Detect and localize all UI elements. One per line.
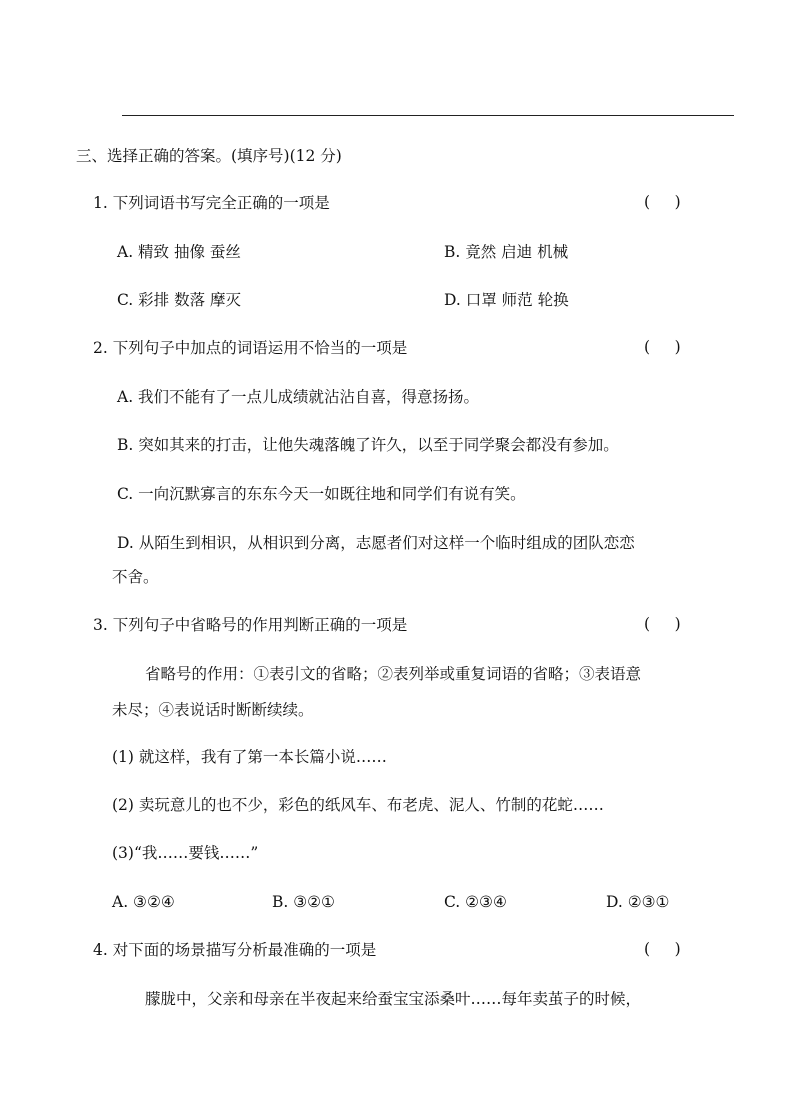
section-title: 三、选择正确的答案。(填序号)(12 分) <box>76 147 342 165</box>
question-4-stem: 4. 对下面的场景描写分析最准确的一项是 <box>93 941 377 959</box>
header-rule <box>122 115 734 116</box>
question-3-option-d: D. ②③① <box>606 893 670 911</box>
question-1-option-a: A. 精致 抽像 蚕丝 <box>117 243 241 261</box>
question-3-sentence-1: (1) 就这样，我有了第一本长篇小说…… <box>112 748 387 766</box>
question-3-stem: 3. 下列句子中省略号的作用判断正确的一项是 <box>93 616 408 634</box>
question-1-stem: 1. 下列词语书写完全正确的一项是 <box>93 194 330 212</box>
question-2-stem: 2. 下列句子中加点的词语运用不恰当的一项是 <box>93 339 408 357</box>
question-2-answer-blank[interactable]: ( ) <box>644 338 681 356</box>
question-2-option-d-continued: 不舍。 <box>112 568 159 586</box>
question-3-answer-blank[interactable]: ( ) <box>644 615 681 633</box>
question-3-note-line-2: 未尽；④表说话时断断续续。 <box>112 701 314 719</box>
question-1-option-b: B. 竟然 启迪 机械 <box>444 243 569 261</box>
question-3-option-a: A. ③②④ <box>112 893 175 911</box>
question-1-option-c: C. 彩排 数落 摩灭 <box>117 291 242 309</box>
question-2-option-c: C. 一向沉默寡言的东东今天一如既往地和同学们有说有笑。 <box>117 485 526 503</box>
question-3-option-b: B. ③②① <box>272 893 335 911</box>
question-3-option-c: C. ②③④ <box>444 893 507 911</box>
question-3-sentence-3: (3)“我……要钱……” <box>112 844 259 862</box>
question-4-passage: 朦胧中，父亲和母亲在半夜起来给蚕宝宝添桑叶……每年卖茧子的时候， <box>145 990 642 1008</box>
question-4-answer-blank[interactable]: ( ) <box>644 940 681 958</box>
question-2-option-d: D. 从陌生到相识，从相识到分离，志愿者们对这样一个临时组成的团队恋恋 <box>117 534 635 552</box>
question-3-note-line-1: 省略号的作用：①表引文的省略；②表列举或重复词语的省略；③表语意 <box>145 665 642 683</box>
question-3-sentence-2: (2) 卖玩意儿的也不少，彩色的纸风车、布老虎、泥人、竹制的花蛇…… <box>112 796 604 814</box>
question-2-option-a: A. 我们不能有了一点儿成绩就沾沾自喜，得意扬扬。 <box>117 388 480 406</box>
question-1-option-d: D. 口罩 师范 轮换 <box>444 291 569 309</box>
question-1-answer-blank[interactable]: ( ) <box>644 193 681 211</box>
question-2-option-b: B. 突如其来的打击，让他失魂落魄了许久，以至于同学聚会都没有参加。 <box>117 436 619 454</box>
